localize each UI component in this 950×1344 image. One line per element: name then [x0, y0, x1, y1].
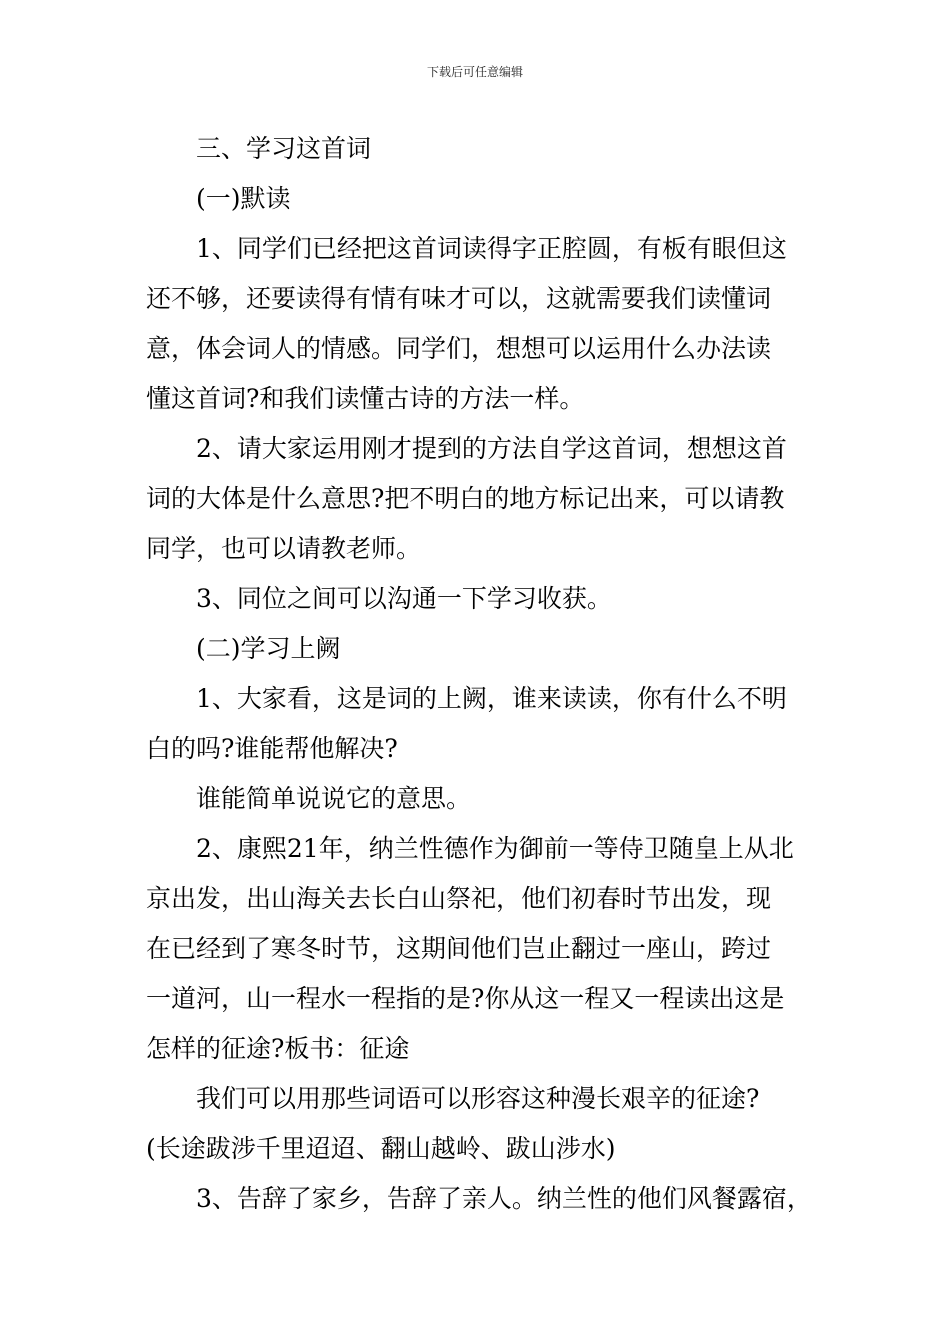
document-body: [146, 124, 826, 1224]
paragraph-line: 1、同学们已经把这首词读得字正腔圆，有板有眼但这: [196, 234, 787, 263]
paragraph-line: 1、大家看，这是词的上阙，谁来读读，你有什么不明: [196, 684, 787, 713]
paragraph-line: 懂这首词?和我们读懂古诗的方法一样。: [146, 384, 585, 413]
paragraph-line: 2、请大家运用刚才提到的方法自学这首词，想想这首: [196, 434, 787, 463]
subsection-heading: (二)学习上阙: [196, 634, 341, 663]
paragraph-line: 词的大体是什么意思?把不明白的地方标记出来，可以请教: [146, 484, 785, 513]
section-heading: 三、学习这首词: [196, 134, 372, 163]
paragraph-line: 谁能简单说说它的意思。: [196, 784, 472, 813]
paragraph-line: 怎样的征途?板书：征途: [146, 1034, 410, 1063]
paragraph-line: 3、同位之间可以沟通一下学习收获。: [196, 584, 612, 613]
paragraph-line: 一道河，山一程水一程指的是?你从这一程又一程读出这是: [146, 984, 785, 1013]
paragraph-line: 我们可以用那些词语可以形容这种漫长艰辛的征途?: [196, 1084, 760, 1113]
subsection-heading: (一)默读: [196, 184, 291, 213]
paragraph-line: 同学，也可以请教老师。: [146, 534, 422, 563]
paragraph-line: 京出发，出山海关去长白山祭祀，他们初春时节出发，现: [146, 884, 772, 913]
paragraph-line: 在已经到了寒冬时节，这期间他们岂止翻过一座山，跨过: [146, 934, 772, 963]
paragraph-line: (长途跋涉千里迢迢、翻山越岭、跋山涉水): [146, 1134, 616, 1163]
paragraph-line: 3、告辞了家乡，告辞了亲人。纳兰性的他们风餐露宿，: [196, 1184, 812, 1213]
paragraph-line: 白的吗?谁能帮他解决?: [146, 734, 398, 763]
page-header: 下载后可任意编辑: [426, 65, 523, 79]
paragraph-line: 2、康熙21年，纳兰性德作为御前一等侍卫随皇上从北: [196, 834, 794, 863]
paragraph-line: 还不够，还要读得有情有味才可以，这就需要我们读懂词: [146, 284, 772, 313]
paragraph-line: 意，体会词人的情感。同学们，想想可以运用什么办法读: [146, 334, 772, 363]
